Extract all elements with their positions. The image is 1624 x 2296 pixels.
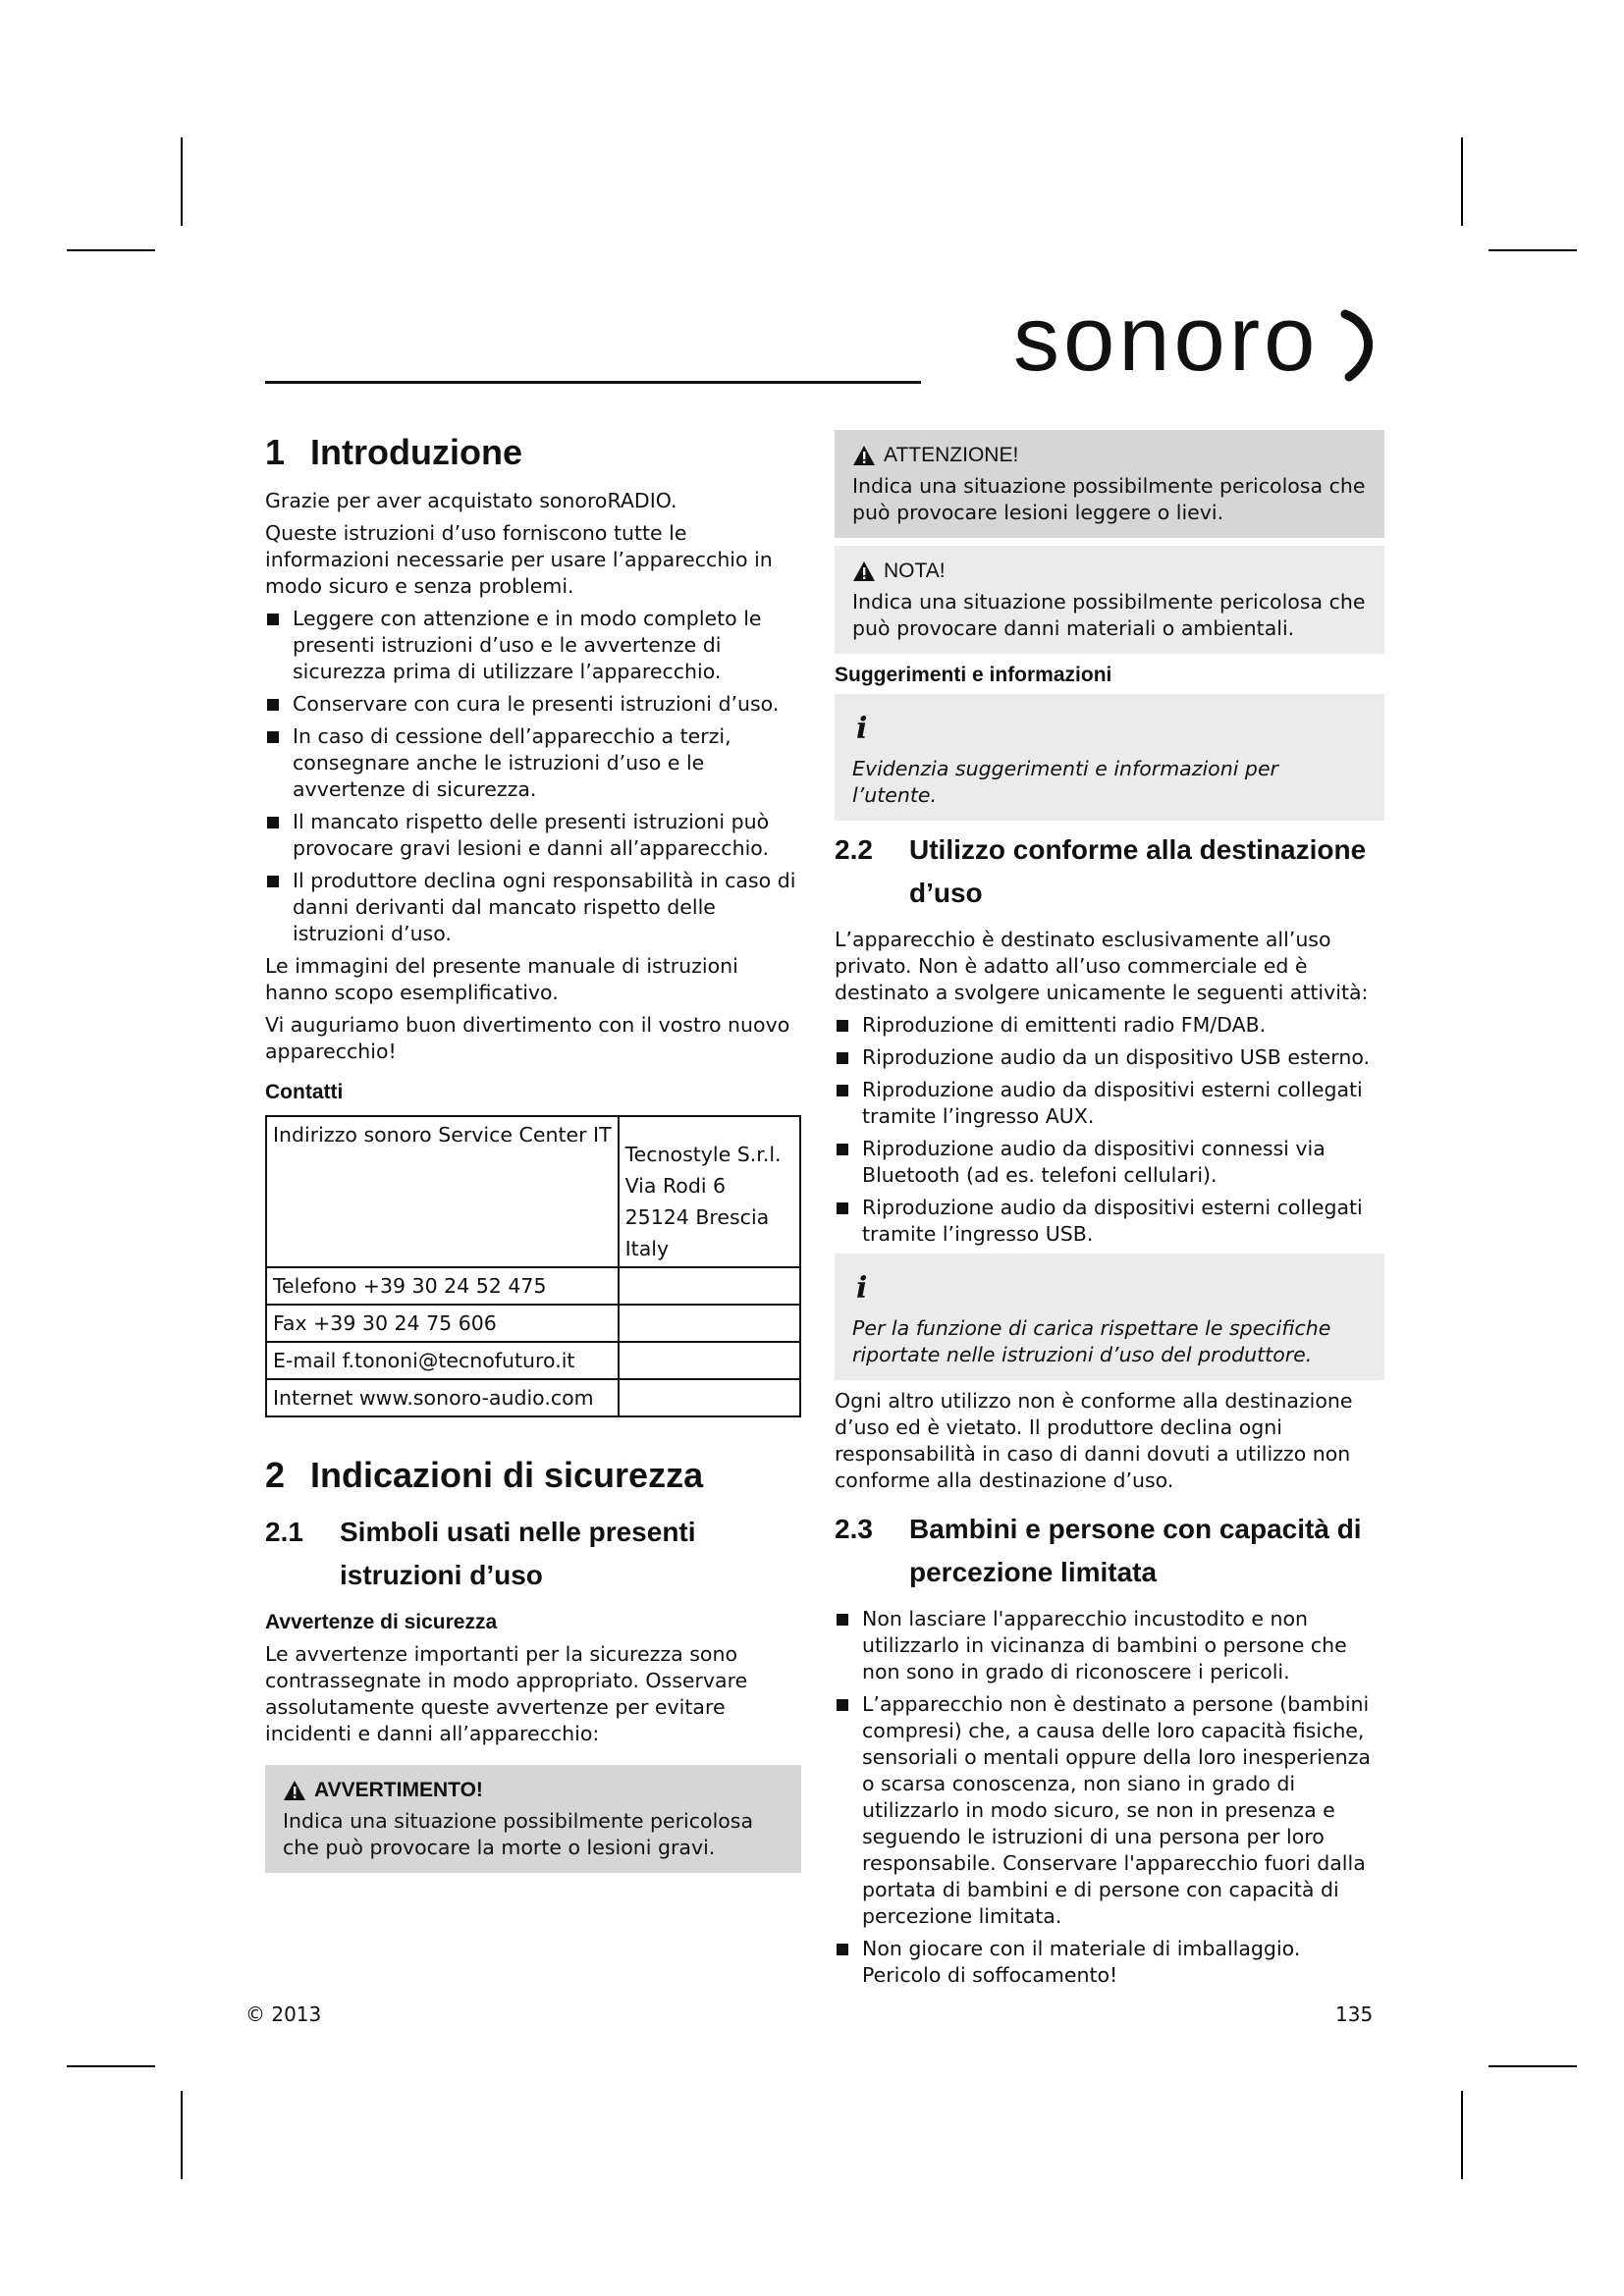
warning-triangle-icon [283,1780,306,1801]
intro-bullet-list [265,606,801,947]
table-cell [266,1342,619,1379]
info-icon: i [856,712,868,746]
crop-mark [67,2065,155,2067]
right-column [835,430,1384,1995]
logo-swoosh-icon [1327,306,1386,385]
crop-mark [1489,249,1577,251]
table-cell: Tecnostyle S.r.l. Via Rodi 6 25124 Brescia Italy [619,1116,800,1267]
table-cell [619,1267,800,1305]
warnings-text: Le avvertenze importanti per la sicurezza sono contrassegnate in modo appropriato. Osservare assolutamente queste avvertenze per evitare incidenti e danni all’apparecchio: [265,1642,748,1745]
images-note: Le immagini del presente manuale di istruzioni hanno scopo esemplificativo. [265,954,738,1004]
charging-info-callout: i Per la funzione di carica rispettare le specifiche riportate nelle istruzioni d’uso del produttore. [835,1254,1384,1380]
table-cell [619,1379,800,1416]
intended-use-list [835,1012,1384,1248]
crop-mark [1461,2091,1463,2179]
table-cell: Fax +39 30 24 75 606 [266,1305,619,1342]
table-row [266,1342,800,1379]
list-item: Non giocare con il materiale di imballaggio. Pericolo di soffocamento! [835,1936,1384,1989]
contacts-heading: Contatti [265,1081,344,1103]
page-number: 135 [1335,2002,1374,2026]
section-2-3-heading: 2.3 Bambini e persone con capacità di percezione limitata [835,1514,1362,1587]
section-2-2-heading: 2.2 Utilizzo conforme alla destinazione d’uso [835,834,1367,908]
warning-triangle-icon [852,561,876,582]
list-item: Riproduzione audio da dispositivi esterni collegati tramite l’ingresso AUX. [835,1077,1384,1130]
attenzione-callout: ATTENZIONE! Indica una situazione possibilmente pericolosa che può provocare lesioni leggere o lievi. [835,430,1384,538]
crop-mark [181,2091,183,2179]
copyright: © 2013 [245,2002,322,2026]
list-item: Riproduzione audio da dispositivi connessi via Bluetooth (ad es. telefoni cellulari). [835,1136,1384,1189]
list-item: Il mancato rispetto delle presenti istruzioni può provocare gravi lesioni e danni all’apparecchio. [265,809,801,862]
header-rule [265,381,921,384]
table-cell: Indirizzo sonoro Service Center IT [266,1116,619,1267]
list-item: Il produttore declina ogni responsabilità in caso di danni derivanti dal mancato rispetto delle istruzioni d’uso. [265,868,801,947]
list-item: Conservare con cura le presenti istruzioni d’uso. [265,691,801,718]
list-item: Riproduzione audio da un dispositivo USB esterno. [835,1044,1384,1071]
sonoro-logo: sonoro [1013,287,1320,390]
section-2-1-heading: 2.1 Simboli usati nelle presenti istruzioni d’uso [265,1517,696,1590]
nota-callout: NOTA! Indica una situazione possibilmente pericolosa che può provocare danni materiali o ambientali. [835,546,1384,654]
list-item: In caso di cessione dell’apparecchio a terzi, consegnare anche le istruzioni d’uso e le avvertenze di sicurezza. [265,723,801,803]
list-item: Riproduzione di emittenti radio FM/DAB. [835,1012,1384,1039]
list-item: Non lasciare l'apparecchio incustodito e non utilizzarlo in vicinanza di bambini o persone che non sono in grado di riconoscere i pericoli. [835,1606,1384,1685]
intro-description: Queste istruzioni d’uso forniscono tutte le informazioni necessarie per usare l’apparecchio in modo sicuro e senza problemi. [265,521,773,598]
closing-wish: Vi auguriamo buon divertimento con il vostro nuovo apparecchio! [265,1013,790,1063]
warning-triangle-icon [852,445,876,466]
website-link[interactable]: Internet www.sonoro-audio.com [273,1386,594,1410]
table-cell [266,1379,619,1416]
left-column [265,430,801,1881]
email-link[interactable]: E-mail f.tononi@tecnofuturo.it [273,1349,575,1372]
intro-thanks: Grazie per aver acquistato sonoroRADIO. [265,489,677,512]
list-item: Riproduzione audio da dispositivi esterni collegati tramite l’ingresso USB. [835,1195,1384,1248]
table-cell [619,1305,800,1342]
table-row [266,1379,800,1416]
crop-mark [67,249,155,251]
table-row [266,1116,800,1267]
avvertimento-callout: AVVERTIMENTO! Indica una situazione possibilmente pericolosa che può provocare la morte o lesioni gravi. [265,1765,801,1873]
crop-mark [1461,137,1463,226]
contacts-table [265,1115,801,1417]
table-row [266,1267,800,1305]
info-icon: i [856,1271,868,1306]
section-1-heading: 1 Introduzione [265,432,522,472]
list-item: Leggere con attenzione e in modo completo le presenti istruzioni d’uso e le avvertenze di sicurezza prima di utilizzare l’apparecchio. [265,606,801,685]
children-safety-list [835,1606,1384,1989]
list-item: L’apparecchio non è destinato a persone (bambini compresi) che, a causa delle loro capacità fisiche, sensoriali o mentali oppure della loro inesperienza o scarsa conoscenza, non siano in grado di utilizzarlo in modo sicuro, se non in presenza e seguendo le istruzioni di una persona per loro responsabile. Conservare l'apparecchio fuori dalla portata di bambini e di persone con capacità di percezione limitata. [835,1691,1384,1930]
crop-mark [181,137,183,226]
tips-heading: Suggerimenti e informazioni [835,664,1112,686]
crop-mark [1489,2065,1577,2067]
table-row [266,1305,800,1342]
section-2-heading: 2 Indicazioni di sicurezza [265,1455,704,1495]
table-cell: Telefono +39 30 24 52 475 [266,1267,619,1305]
table-cell [619,1342,800,1379]
warnings-heading: Avvertenze di sicurezza [265,1611,498,1633]
other-use-note: Ogni altro utilizzo non è conforme alla destinazione d’uso ed è vietato. Il produttore declina ogni responsabilità in caso di danni dovuti a utilizzo non conforme alla destinazione d’uso. [835,1389,1353,1492]
tips-callout: i Evidenzia suggerimenti e informazioni per l’utente. [835,694,1384,821]
intended-use-intro: L’apparecchio è destinato esclusivamente all’uso privato. Non è adatto all’uso commerciale ed è destinato a svolgere unicamente le seguenti attività: [835,928,1369,1004]
